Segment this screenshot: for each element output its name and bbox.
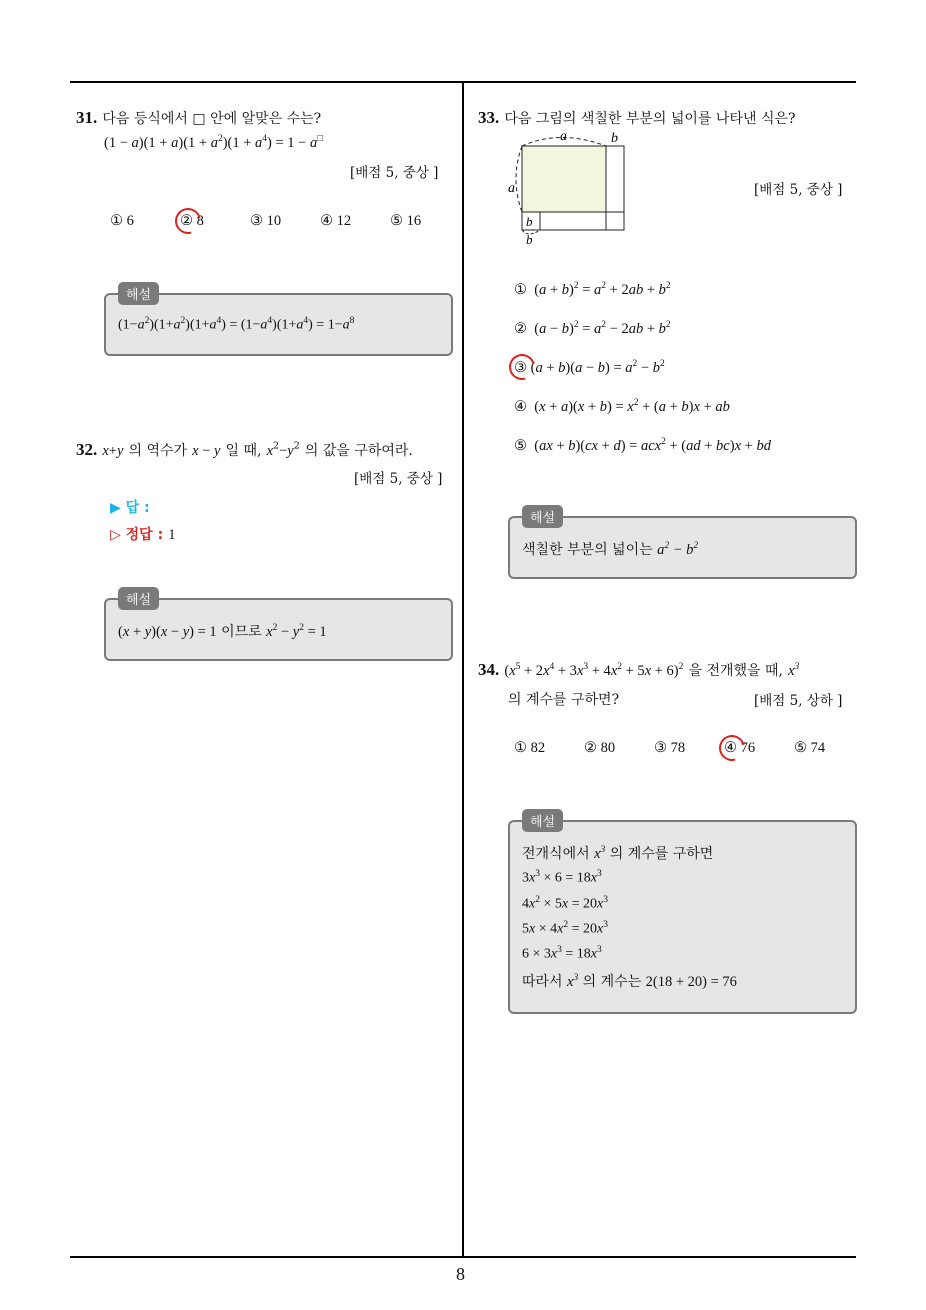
label-a-left: a <box>508 181 515 196</box>
question-number: 33. <box>478 108 500 127</box>
choice-4[interactable]: ④ 12 <box>320 213 352 229</box>
answer-mark-circle <box>714 730 750 766</box>
label-b-top: b <box>611 131 618 146</box>
solution-line-5: $6 \times 3x^3 = 18x^3$ <box>522 945 602 962</box>
choice-1[interactable]: ① 6 <box>110 213 134 229</box>
score-meta: [배점 5, 중상 ] <box>354 471 443 487</box>
question-text: 다음 등식에서 □ 안에 알맞은 수는? <box>102 111 322 127</box>
label-b-bottom: b <box>526 232 533 247</box>
choice-1[interactable]: ① $(a + b)^2 = a^2 + 2ab + b^2$ <box>514 281 671 298</box>
choice-1[interactable]: ① 82 <box>514 740 546 756</box>
question-number: 32. <box>76 440 98 459</box>
solution-tag: 해설 <box>118 282 159 305</box>
question-text-a: 의 역수가 <box>128 443 188 459</box>
choice-3[interactable]: ③ 10 <box>250 213 282 229</box>
question-number: 31. <box>76 108 98 127</box>
question-text: 다음 그림의 색칠한 부분의 넓이를 나타낸 식은? <box>504 111 796 127</box>
choice-2[interactable]: ② 8 <box>180 213 204 229</box>
choice-4[interactable]: ④ $(x + a)(x + b) = x^2 + (a + b)x$ + ab <box>514 398 730 415</box>
label-b-inner: b <box>526 214 533 229</box>
solution-text: 색칠한 부분의 넓이는 $a^2 - b^2$ <box>522 541 699 558</box>
correct-answer-label: ▷ 정답 : <box>110 527 164 543</box>
solution-tag: 해설 <box>118 587 159 610</box>
choice-5[interactable]: ⑤ 16 <box>390 213 422 229</box>
shaded-square <box>522 146 606 212</box>
question-text-b: 일 때, <box>225 443 262 459</box>
choice-5[interactable]: ⑤ 74 <box>794 740 826 756</box>
choice-4[interactable]: ④ 76 <box>724 740 756 756</box>
score-meta: [배점 5, 중상 ] <box>350 165 439 181</box>
column-divider <box>462 82 464 1257</box>
question-number: 34. <box>478 660 500 679</box>
correct-answer-value: 1 <box>168 527 176 543</box>
solution-line-6: 따라서 $x^3$ 의 계수는 2(18 + 20) = 76 <box>522 973 737 990</box>
choice-2[interactable]: ② 80 <box>584 740 616 756</box>
answer-mark-circle <box>170 203 206 239</box>
question-text-a: 을 전개했을 때, <box>688 663 783 679</box>
question-text-b: 의 계수를 구하면? <box>508 692 620 708</box>
solution-line-4: $5x \times 4x^2 = 20x^3$ <box>522 920 608 937</box>
label-a-top: a <box>560 129 567 144</box>
solution-line-3: $4x^2 \times 5x = 20x^3$ <box>522 895 608 912</box>
solution-word: 이므로 <box>221 624 262 640</box>
area-figure <box>500 124 635 249</box>
solution-text: (x + y)(x − y) = 1 이므로 $x^2 - y^2 = 1$ <box>118 623 327 640</box>
solution-line-1: 전개식에서 $x^3$ 의 계수를 구하면 <box>522 845 714 862</box>
bottom-rule <box>70 1256 856 1258</box>
solution-line-2: $3x^3 \times 6 = 18x^3$ <box>522 869 602 886</box>
solution-text: $(1-a^2)(1+a^2)(1+a^4) = (1-a^4)(1+a^4) = 1-a^8$ <box>118 316 355 333</box>
question-text-c: 의 값을 구하여라. <box>304 443 413 459</box>
choice-2[interactable]: ② $(a - b)^2 = a^2 - 2ab + b^2$ <box>514 320 671 337</box>
choice-3[interactable]: ③ 78 <box>654 740 686 756</box>
page-number: 8 <box>456 1264 465 1284</box>
score-meta: [배점 5, 상하 ] <box>754 693 843 709</box>
equation: $(1 - a)(1 + a)(1 + a^2)(1 + a^4) = 1 - a^□$ <box>104 134 323 151</box>
choice-5[interactable]: ⑤ (ax + b)(cx + d) = acx$^2$ + (ad + bc)x + bd <box>514 437 771 454</box>
solution-word: 색칠한 부분의 넓이는 <box>522 542 653 558</box>
answer-input-label[interactable]: ▶ 답 : <box>110 500 150 516</box>
solution-tag: 해설 <box>522 505 563 528</box>
choice-3[interactable]: ③ $(a + b)(a - b) = a^2 - b^2$ <box>514 359 665 376</box>
solution-tag: 해설 <box>522 809 563 832</box>
score-meta: [배점 5, 중상 ] <box>754 182 843 198</box>
answer-mark-circle <box>504 349 540 385</box>
